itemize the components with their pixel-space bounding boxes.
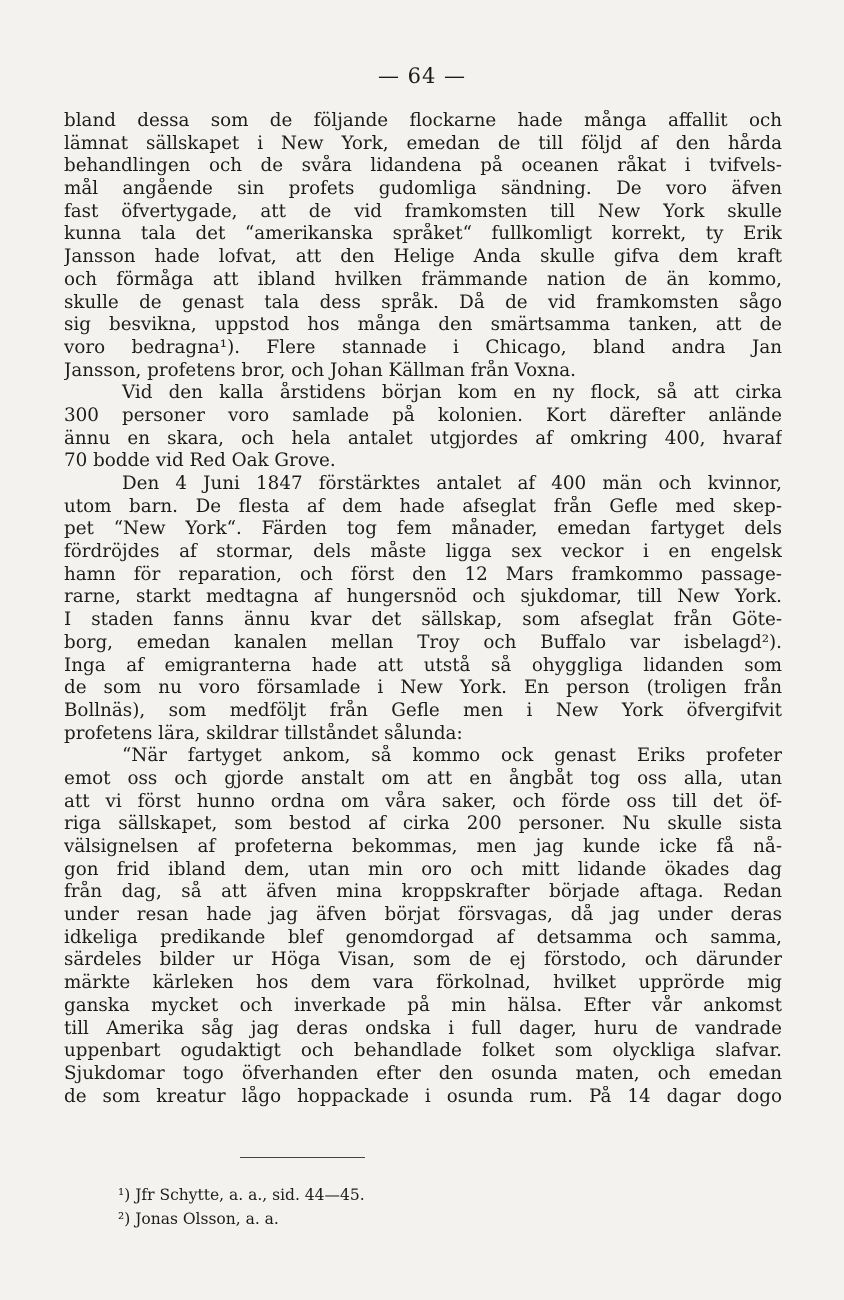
text-line: uppenbart ogudaktigt och behandlade folket som olyckliga slafvar. [64, 1040, 782, 1062]
text-line: Vid den kalla årstidens början kom en ny flock, så att cirka [122, 382, 782, 404]
text-line: de som nu voro församlade i New York. En person (troligen från [64, 677, 782, 699]
text-line: skulle de genast tala dess språk. Då de vid framkomsten sågo [64, 291, 782, 313]
text-line: fast öfvertygade, att de vid framkomsten till New York skulle [64, 200, 782, 222]
text-line: I staden fanns ännu kvar det sällskap, som afseglat från Göte- [64, 609, 782, 631]
text-line: till Amerika såg jag deras ondska i full dager, huru de vandrade [64, 1017, 782, 1039]
text-line: Bollnäs), som medföljt från Gefle men i New York öfvergifvit [64, 699, 782, 721]
text-line: profetens lära, skildrar tillståndet sålunda: [64, 722, 463, 744]
text-line: hamn för reparation, och först den 12 Mars framkommo passage- [64, 563, 782, 585]
text-line: de som kreatur lågo hoppackade i osunda rum. På 14 dagar dogo [64, 1085, 782, 1107]
text-line: under resan hade jag äfven börjat försvagas, då jag under deras [64, 904, 782, 926]
page-number: — 64 — [377, 64, 467, 88]
text-line: pet “New York“. Färden tog fem månader, emedan fartyget dels [64, 518, 782, 540]
body-text [64, 110, 782, 1108]
text-line: gon frid ibland dem, utan min oro och mitt lidande ökades dag [64, 858, 782, 880]
text-line: fördröjdes af stormar, dels måste ligga sex veckor i en engelsk [64, 541, 782, 563]
text-line: lämnat sällskapet i New York, emedan de till följd af den hårda [64, 132, 782, 154]
text-line: sig besvikna, uppstod hos många den smärtsamma tanken, att de [64, 314, 782, 336]
text-line: idkeliga predikande blef genomdorgad af detsamma och samma, [64, 926, 782, 948]
text-line: och förmåga att ibland hvilken främmande nation de än kommo, [64, 268, 782, 290]
text-line: Jansson, profetens bror, och Johan Källman från Voxna. [64, 359, 576, 381]
text-line: behandlingen och de svåra lidandena på oceanen råkat i tvifvels- [64, 155, 782, 177]
footnote-2: ²) Jonas Olsson, a. a. [118, 1210, 279, 1228]
footnote-1: ¹) Jfr Schytte, a. a., sid. 44—45. [118, 1186, 365, 1204]
text-line: utom barn. De flesta af dem hade afseglat från Gefle med skep- [64, 495, 782, 517]
text-line: Sjukdomar togo öfverhanden efter den osunda maten, och emedan [64, 1062, 782, 1084]
text-line: att vi först hunno ordna om våra saker, och förde oss till det öf- [64, 790, 782, 812]
text-line: riga sällskapet, som bestod af cirka 200 personer. Nu skulle sista [64, 813, 782, 835]
text-line: från dag, så att äfven mina kroppskrafter började aftaga. Redan [64, 881, 782, 903]
text-line: 70 bodde vid Red Oak Grove. [64, 450, 336, 472]
text-line: välsignelsen af profeterna bekommas, men jag kunde icke få nå- [64, 836, 782, 857]
text-line: Inga af emigranterna hade att utstå så ohyggliga lidanden som [64, 654, 782, 676]
text-line: mål angående sin profets gudomliga sändning. De voro äfven [64, 178, 782, 200]
text-line: “När fartyget ankom, så kommo ock genast Eriks profeter [122, 745, 782, 767]
text-line: rarne, starkt medtagna af hungersnöd och sjukdomar, till New York. [64, 586, 782, 608]
text-line: Den 4 Juni 1847 förstärktes antalet af 400 män och kvinnor, [122, 473, 782, 494]
text-line: särdeles bilder ur Höga Visan, som de ej förstodo, och därunder [64, 949, 782, 971]
text-line: borg, emedan kanalen mellan Troy och Buffalo var isbelagd²). [64, 631, 782, 653]
text-line: Jansson hade lofvat, att den Helige Anda skulle gifva dem kraft [64, 246, 782, 268]
text-line: märkte kärleken hos dem vara förkolnad, hvilket upprörde mig [64, 972, 782, 994]
text-line: 300 personer voro samlade på kolonien. Kort därefter anlände [64, 404, 782, 426]
text-line: ännu en skara, och hela antalet utgjordes af omkring 400, hvaraf [64, 427, 782, 449]
text-line: ganska mycket och inverkade på min hälsa. Efter vår ankomst [64, 994, 782, 1016]
text-line: voro bedragna¹). Flere stannade i Chicago, bland andra Jan [64, 336, 782, 358]
text-line: kunna tala det “amerikanska språket“ fullkomligt korrekt, ty Erik [64, 223, 782, 245]
text-line: emot oss och gjorde anstalt om att en ångbåt tog oss alla, utan [64, 767, 782, 789]
footnote-divider [240, 1157, 365, 1158]
text-line: bland dessa som de följande flockarne hade många affallit och [64, 110, 782, 131]
footnotes [118, 1183, 538, 1231]
